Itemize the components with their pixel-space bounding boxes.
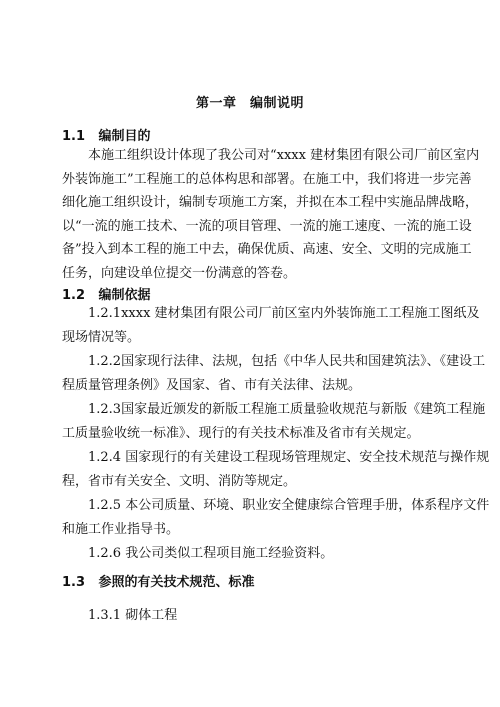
section-heading-1-3 — [62, 571, 255, 590]
purpose-paragraph — [62, 144, 480, 285]
paragraph-line: 本施工组织设计体现了我公司对“xxxx 建材集团有限公司厂前区室内 — [88, 148, 480, 163]
paragraph-line: 细化施工组织设计，编制专项施工方案，并拟在本工程中实施品牌战略， — [62, 195, 479, 210]
section-heading-1-2 — [62, 284, 151, 303]
paragraph-line: 程，省市有关安全、文明、消防等规定。 — [62, 473, 297, 489]
paragraph-line: 和施工作业指导书。 — [62, 521, 180, 537]
paragraph-line: 1.2.1xxxx 建材集团有限公司厂前区室内外装饰施工工程施工图纸及 — [88, 306, 480, 321]
paragraph-line: 备”投入到本工程的施工中去，确保优质、高速、安全、文明的完成施工 — [62, 242, 472, 257]
paragraph-line: 程质量管理条例》及国家、省、市有关法律、法规。 — [62, 377, 362, 393]
paragraph-line: 1.3.1 砌体工程 — [88, 608, 178, 623]
section-heading-1-1 — [62, 125, 151, 144]
paragraph-line: 1.2.4 国家现行的有关建设工程现场管理规定、安全技术规范与操作规 — [88, 450, 490, 465]
paragraph-line: 工质量验收统一标准》、现行的有关技术标准及省市有关规定。 — [62, 425, 420, 441]
paragraph-line: 现场情况等。 — [62, 329, 141, 345]
paragraph-line: 1.2.3国家最近颁发的新版工程施工质量验收规范与新版《建筑工程施 — [88, 402, 486, 417]
basis-item-3 — [62, 398, 486, 445]
section-number: 1.1 — [62, 129, 86, 144]
section-number: 1.2 — [62, 288, 86, 303]
paragraph-line: 1.2.2国家现行法律、法规，包括《中华人民共和国建筑法》、《建设工 — [88, 354, 486, 369]
basis-item-4 — [62, 446, 490, 493]
section-title: 编制目的 — [98, 129, 151, 144]
paragraph-line: 1.2.5 本公司质量、环境、职业安全健康综合管理手册，体系程序文件 — [88, 498, 490, 513]
paragraph-line: 1.2.6 我公司类似工程项目施工经验资料。 — [88, 546, 334, 561]
section-title: 参照的有关技术规范、标准 — [98, 575, 255, 590]
basis-item-5 — [62, 494, 490, 541]
standards-item-1 — [62, 604, 442, 628]
chapter-title: 第一章 编制说明 — [195, 96, 304, 111]
basis-item-1 — [62, 302, 480, 349]
paragraph-line: 外装饰施工”工程施工的总体构思和部署。在施工中，我们将进一步完善 — [62, 171, 472, 187]
section-number: 1.3 — [62, 575, 86, 590]
paragraph-line: 以“一流的施工技术、一流的项目管理、一流的施工速度、一流的施工设 — [62, 218, 472, 234]
basis-item-6 — [62, 542, 442, 566]
paragraph-line: 任务，向建设单位提交一份满意的答卷。 — [62, 265, 297, 281]
basis-item-2 — [62, 350, 486, 397]
section-title: 编制依据 — [98, 288, 151, 303]
